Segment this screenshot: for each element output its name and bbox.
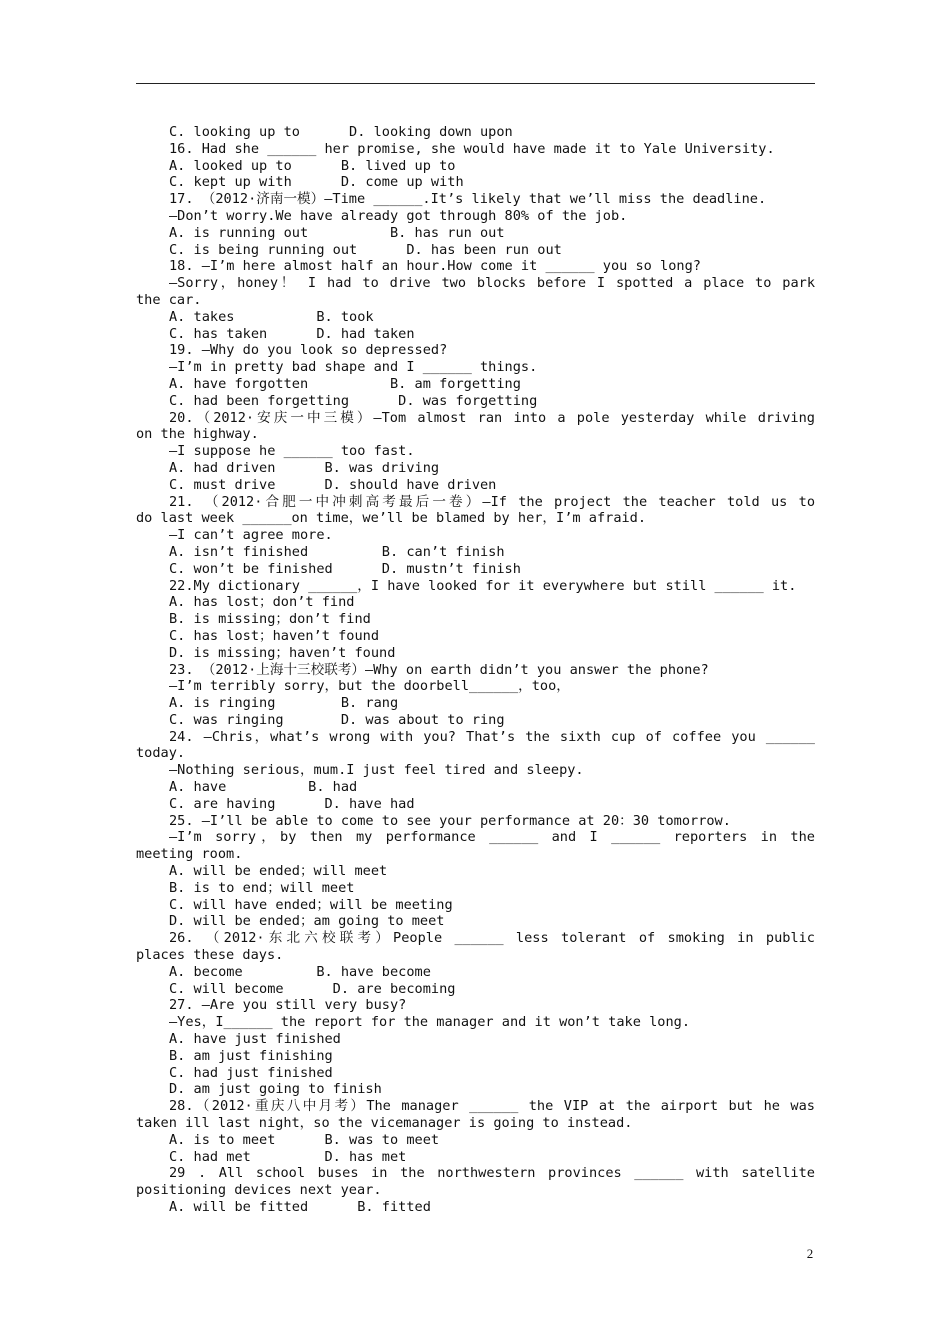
text-line: 29 . All school buses in the northwestern provinces ______ with satellite (169, 1165, 815, 1182)
text-line: C. had met D. has met (169, 1148, 407, 1165)
text-line: C. is being running out D. has been run out (169, 241, 562, 258)
text-line: D. am just going to finish (169, 1081, 382, 1098)
text-line: A. has lost；don’t find (169, 594, 355, 611)
text-line: B. is missing；don’t find (169, 611, 371, 628)
text-line: C. looking up to D. looking down upon (169, 124, 513, 140)
text-line: A. have forgotten B. am forgetting (169, 375, 521, 392)
text-line: —I can’t agree more. (169, 527, 333, 544)
text-line: D. is missing；haven’t found (169, 644, 396, 661)
text-line: A. become B. have become (169, 963, 431, 980)
text-line: —I’m terribly sorry，but the doorbell______，too， (169, 678, 570, 695)
text-line: meeting room. (136, 846, 243, 863)
text-line: 22.My dictionary ______，I have looked for it everywhere but still ______ it. (169, 577, 797, 594)
text-line: A. looked up to B. lived up to (169, 157, 456, 174)
text-line: 26. （2012·东北六校联考）People ______ less tolerant of smoking in public (169, 930, 815, 947)
text-line: C. had just finished (169, 1064, 333, 1081)
text-line: —Don’t worry.We have already got through 80% of the job. (169, 207, 628, 224)
text-line: C. has lost；haven’t found (169, 627, 380, 644)
document-body (136, 124, 815, 1216)
text-line: 25. —I’ll be able to come to see your performance at 20：30 tomorrow. (169, 812, 731, 829)
text-line: A. will be fitted B. fitted (169, 1199, 431, 1215)
text-line: —I’m in pretty bad shape and I ______ things. (169, 359, 538, 376)
text-line: places these days. (136, 947, 284, 964)
text-line: C. kept up with D. come up with (169, 174, 464, 191)
text-line: taken ill last night，so the vicemanager is going to instead. (136, 1115, 633, 1132)
text-line: —Nothing serious，mum.I just feel tired and sleepy. (169, 762, 584, 779)
text-line: A. have B. had (169, 779, 358, 796)
text-line: 18. —I’m here almost half an hour.How come it ______ you so long? (169, 258, 701, 275)
text-line: B. am just finishing (169, 1047, 333, 1064)
text-line: positioning devices next year. (136, 1182, 382, 1199)
text-line: 28.（2012·重庆八中月考）The manager ______ the VIP at the airport but he was (169, 1098, 815, 1115)
text-line: C. has taken D. had taken (169, 325, 415, 342)
text-line: C. had been forgetting D. was forgetting (169, 392, 538, 409)
header-rule (136, 83, 815, 84)
text-line: A. is to meet B. was to meet (169, 1131, 440, 1148)
text-line: A. will be ended；will meet (169, 863, 388, 880)
page-number: 2 (806, 1246, 814, 1261)
text-line: —I’m sorry，by then my performance ______ and I ______ reporters in the (169, 829, 815, 846)
text-line: 27. —Are you still very busy? (169, 997, 407, 1014)
text-line: do last week ______on time，we’ll be blamed by her，I’m afraid. (136, 510, 647, 527)
text-line: A. have just finished (169, 1031, 341, 1048)
text-line: 21. （2012·合肥一中冲刺高考最后一卷）—If the project the teacher told us to (169, 493, 815, 510)
text-line: —Yes，I______ the report for the manager and it won’t take long. (169, 1014, 691, 1031)
text-line: C. will have ended；will be meeting (169, 896, 453, 913)
text-line: D. will be ended；am going to meet (169, 913, 445, 930)
text-line: on the highway. (136, 426, 259, 443)
text-line: C. will become D. are becoming (169, 980, 456, 997)
text-line: 23. （2012·上海十三校联考）—Why on earth didn’t you answer the phone? (169, 661, 709, 678)
text-line: 16. Had she ______ her promise, she would have made it to Yale University. (169, 140, 775, 157)
text-line: A. takes B. took (169, 308, 374, 325)
text-line: A. had driven B. was driving (169, 459, 440, 476)
text-line: today. (136, 745, 186, 762)
text-line: A. is ringing B. rang (169, 695, 399, 712)
text-line: 20.（2012·安庆一中三模）—Tom almost ran into a pole yesterday while driving (169, 409, 815, 426)
text-line: the car. (136, 291, 202, 308)
text-line: A. is running out B. has run out (169, 224, 505, 241)
text-line: 19. —Why do you look so depressed? (169, 342, 448, 359)
text-line: B. is to end；will meet (169, 879, 355, 896)
text-line: A. isn’t finished B. can’t finish (169, 543, 505, 560)
text-line: C. are having D. have had (169, 795, 415, 812)
text-line: 24. —Chris，what’s wrong with you? That’s the sixth cup of coffee you ______ (169, 728, 815, 745)
text-line: C. won’t be finished D. mustn’t finish (169, 560, 521, 577)
text-line: C. was ringing D. was about to ring (169, 711, 505, 728)
text-line: —I suppose he ______ too fast. (169, 443, 415, 460)
text-line: C. must drive D. should have driven (169, 476, 497, 493)
text-line: 17. （2012·济南一模）—Time ______.It’s likely that we’ll miss the deadline. (169, 191, 767, 208)
text-line: —Sorry，honey！ I had to drive two blocks before I spotted a place to park (169, 275, 815, 292)
